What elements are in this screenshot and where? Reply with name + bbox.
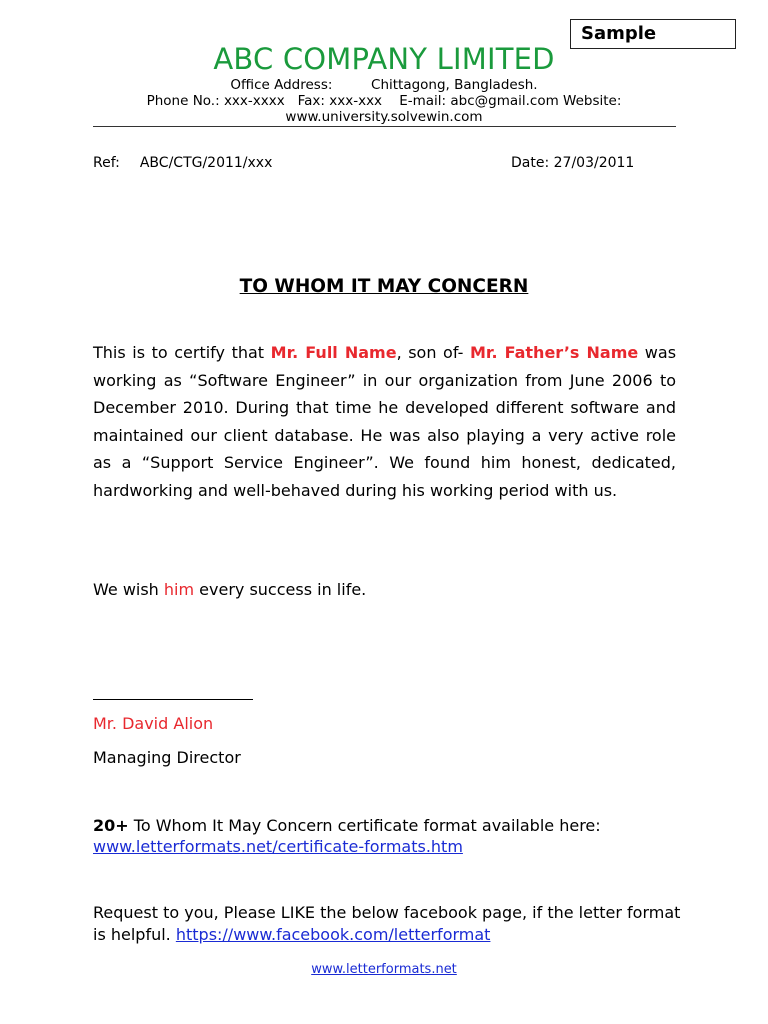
wish-him: him [163, 580, 195, 599]
request-text: Request to you, Please LIKE the below facebook page, if the letter format is helpful. [93, 903, 681, 944]
certificate-body [93, 339, 676, 505]
header-divider [93, 126, 676, 127]
request-block [93, 902, 693, 946]
address-value: Chittagong, Bangladesh. [371, 77, 538, 93]
father-name: Mr. Father’s Name [469, 343, 639, 362]
ref-label: Ref: [93, 155, 120, 171]
wish-after: every success in life. [194, 580, 367, 599]
employee-name: Mr. Full Name [270, 343, 397, 362]
body-son-of: , son of- [396, 343, 470, 362]
signature-line [93, 699, 253, 700]
company-name: ABC COMPANY LIMITED [213, 42, 555, 76]
contact-line: Phone No.: xxx-xxxx Fax: xxx-xxx E-mail: abc@gmail.com Website: [146, 93, 622, 109]
footer-link[interactable]: www.letterformats.net [311, 962, 457, 977]
letter-subject: TO WHOM IT MAY CONCERN [239, 276, 529, 297]
wish-line [93, 580, 366, 599]
promo-count: 20+ [93, 816, 129, 835]
reference [93, 155, 272, 171]
footer [0, 962, 768, 977]
signer-name: Mr. David Alion [93, 714, 214, 733]
signer-title: Managing Director [93, 748, 241, 767]
website-line: www.university.solvewin.com [285, 109, 483, 125]
wish-before: We wish [93, 580, 164, 599]
promo-block [93, 815, 601, 857]
facebook-link[interactable]: https://www.facebook.com/letterformat [175, 925, 491, 944]
promo-text: To Whom It May Concern certificate format available here: [128, 816, 601, 835]
certificate-formats-link[interactable]: www.letterformats.net/certificate-formats.htm [93, 837, 463, 856]
ref-value: ABC/CTG/2011/xxx [139, 155, 273, 171]
sample-badge: Sample [570, 19, 736, 49]
letter-date: Date: 27/03/2011 [511, 155, 635, 171]
body-intro: This is to certify that [93, 343, 271, 362]
office-address [0, 77, 768, 93]
address-label: Office Address: [230, 77, 333, 93]
body-main: was working as “Software Engineer” in our organization from June 2006 to December 2010. During that time he developed different software and maintained our client database. He was also playing a very active role as a “Support Service Engineer”. We found him honest, dedicated, hardworking and well-behaved during his working period with us. [93, 343, 677, 500]
